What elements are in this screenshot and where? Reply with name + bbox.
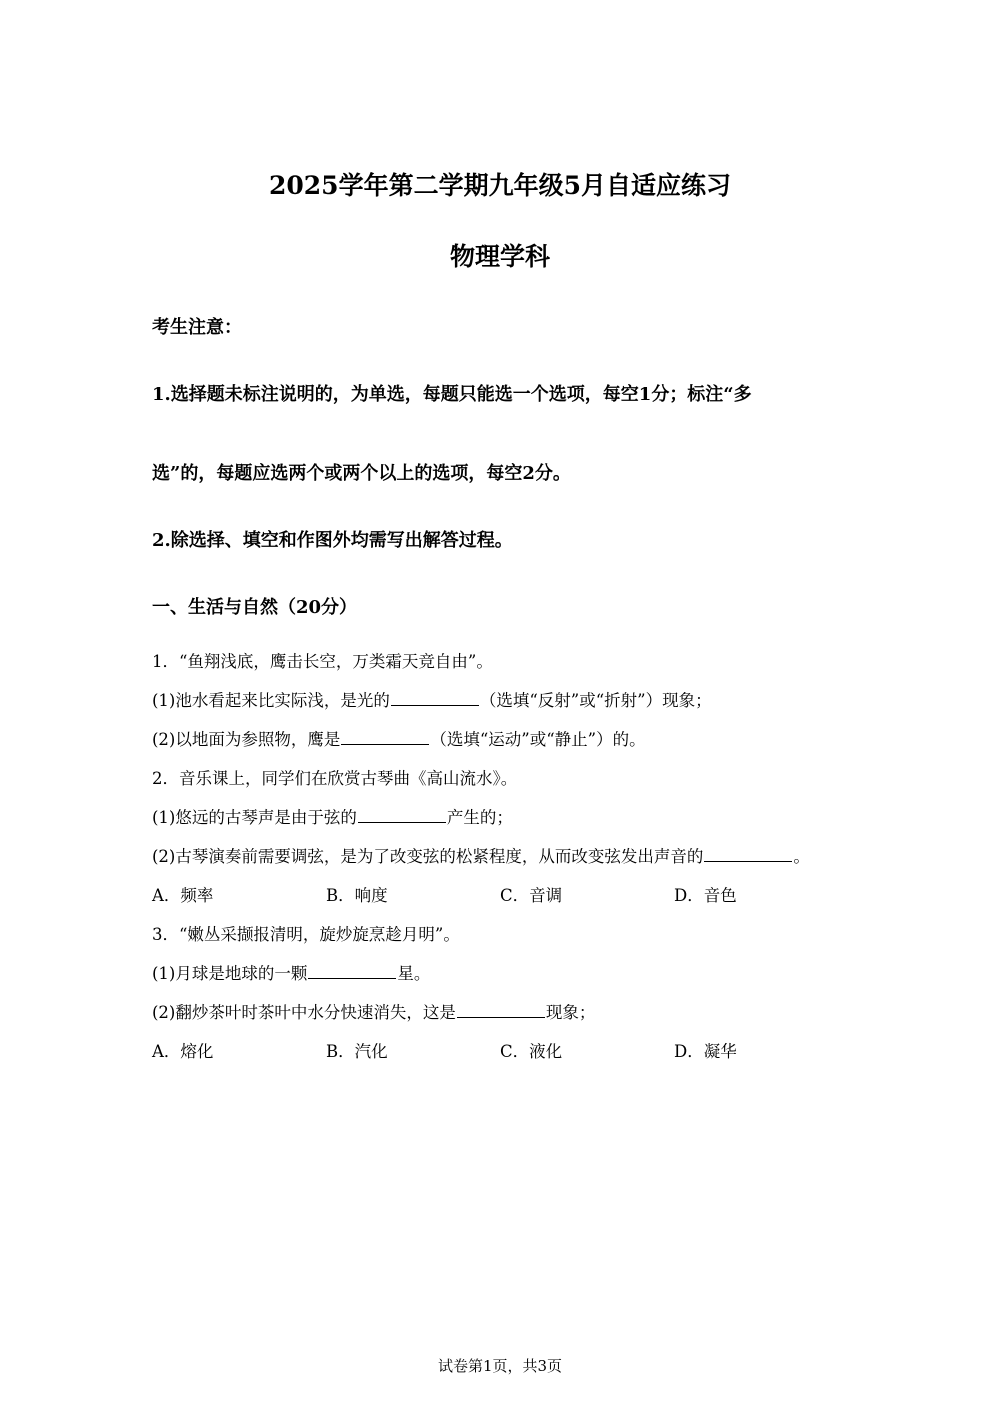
option-a: A．熔化 (152, 1042, 214, 1061)
page-footer: 试卷第1页，共3页 (437, 1357, 563, 1375)
question-2-part-1-text-after: 产生的； (446, 808, 513, 827)
option-d: D．音色 (674, 886, 737, 905)
question-3-part-1 (152, 963, 430, 985)
question-1-part-2 (152, 729, 646, 751)
exam-title: 2025学年第二学期九年级5月自适应练习 (269, 171, 731, 200)
question-3-part-2 (152, 1002, 595, 1024)
question-2-part-2-text-after: 。 (793, 847, 810, 866)
option-c: C．音调 (500, 886, 563, 905)
notice-heading: 考生注意： (152, 317, 242, 338)
question-1-part-1-text-after: （选填“反射”或“折射”）现象； (479, 691, 712, 710)
question-3-part-2-text-after: 现象； (545, 1003, 596, 1022)
question-3-stem: 3．“嫩丛采撷报清明，旋炒旋烹趁月明”。 (152, 925, 460, 944)
question-1-part-1-text-before: (1)池水看起来比实际浅，是光的 (152, 691, 390, 710)
section-1-heading: 一、生活与自然（20分） (152, 597, 358, 618)
notice-item-1-line-1: 1.选择题未标注说明的，为单选，每题只能选一个选项，每空1分；标注“多 (152, 384, 752, 405)
question-2-part-2-text-before: (2)古琴演奏前需要调弦，是为了改变弦的松紧程度，从而改变弦发出声音的 (152, 847, 704, 866)
option-b: B．响度 (326, 886, 388, 905)
question-1-stem: 1．“鱼翔浅底，鹰击长空，万类霜天竞自由”。 (152, 652, 493, 671)
option-d: D．凝华 (674, 1042, 737, 1061)
answer-blank (457, 1003, 545, 1018)
option-a: A．频率 (152, 886, 214, 905)
answer-blank (341, 730, 429, 745)
answer-blank (391, 691, 479, 706)
question-2-part-1-text-before: (1)悠远的古琴声是由于弦的 (152, 808, 357, 827)
question-2-part-2 (152, 846, 810, 868)
notice-item-2: 2.除选择、填空和作图外均需写出解答过程。 (152, 530, 513, 551)
question-1-part-2-text-after: （选填“运动”或“静止”）的。 (430, 730, 646, 749)
option-b: B．汽化 (326, 1042, 388, 1061)
answer-blank (704, 847, 792, 862)
subject-title: 物理学科 (449, 242, 550, 271)
question-2-part-1 (152, 807, 513, 829)
question-1-part-1 (152, 690, 712, 712)
question-1-part-2-text-before: (2)以地面为参照物，鹰是 (152, 730, 341, 749)
answer-blank (308, 964, 396, 979)
question-3-part-1-text-before: (1)月球是地球的一颗 (152, 964, 308, 983)
question-3-part-2-text-before: (2)翻炒茶叶时茶叶中水分快速消失，这是 (152, 1003, 456, 1022)
answer-blank (358, 808, 446, 823)
notice-item-1-line-2: 选”的，每题应选两个或两个以上的选项，每空2分。 (152, 463, 571, 484)
question-3-part-1-text-after: 星。 (397, 964, 431, 983)
question-2-stem: 2．音乐课上，同学们在欣赏古琴曲《高山流水》。 (152, 769, 518, 788)
option-c: C．液化 (500, 1042, 563, 1061)
